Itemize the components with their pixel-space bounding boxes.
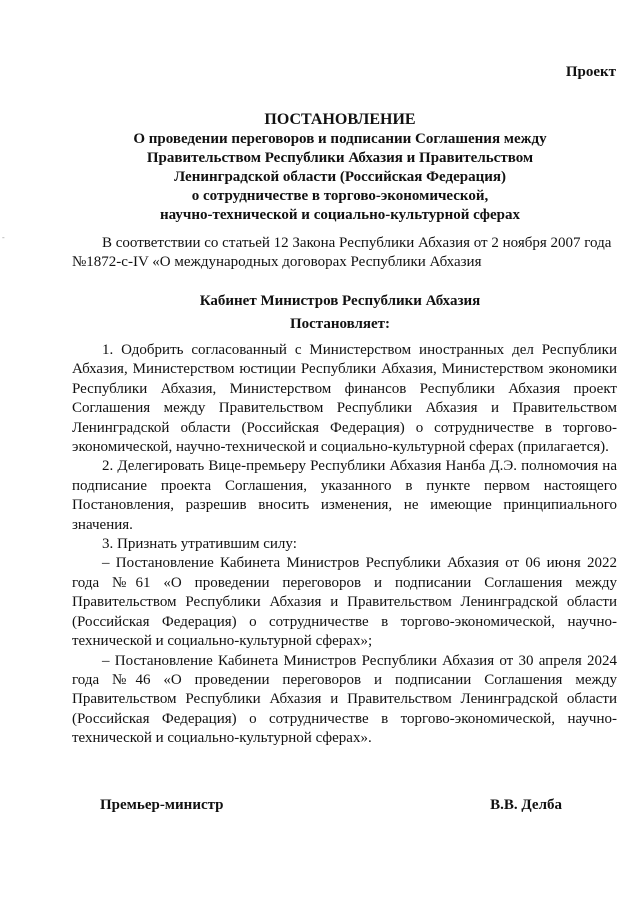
clause-3: 3. Признать утратившим силу: xyxy=(102,536,297,553)
resolves-label: Постановляет: xyxy=(289,316,391,332)
signatory-role: Премьер-министр xyxy=(100,797,224,813)
scan-artifact: - xyxy=(2,233,5,242)
title-line: Ленинградской области (Российская Федерация) xyxy=(173,169,506,185)
title-line: Правительством Республики Абхазия и Правительством xyxy=(146,150,534,166)
repealed-item-1: – Постановление Кабинета Министров Республики Абхазия от 06 июня 2022 года №61 «О проведении переговоров и подписании Соглашения между Правительством Республики Абхазия и Правительством Ленинградской области (Российская Федерация) о сотрудничестве в торгово-экономической, научно-технической и социально-культурной сферах»; xyxy=(72,555,617,650)
title-line: научно-технической и социально-культурной сферах xyxy=(160,207,520,223)
resolution-body xyxy=(72,341,617,749)
document-title xyxy=(60,110,620,225)
cabinet-block xyxy=(60,290,620,336)
repealed-item-2: – Постановление Кабинета Министров Республики Абхазия от 30 апреля 2024 года №46 «О проведении переговоров и подписании Соглашения между Правительством Республики Абхазия и Правительством Ленинградской области (Российская Федерация) о сотрудничестве в торгово-экономической, научно-технической и социально-культурной сферах». xyxy=(72,652,617,747)
signatory-name: В.В. Делба xyxy=(490,797,562,813)
cabinet-name: Кабинет Министров Республики Абхазия xyxy=(199,293,481,309)
clause-1: 1. Одобрить согласованный с Министерством иностранных дел Республики Абхазия, Министерством юстиции Республики Абхазия, Министерством экономики Республики Абхазия, Министерством финансов Республики Абхазия проект Соглашения между Правительством Республики Абхазия и Правительством Ленинградской области (Российская Федерация) о сотрудничестве в торгово-экономической, научно-технической и социально-культурной сферах (прилагается). xyxy=(72,342,617,456)
title-line: о сотрудничестве в торгово-экономической, xyxy=(191,188,489,204)
title-heading: ПОСТАНОВЛЕНИЕ xyxy=(264,111,416,128)
preamble: В соответствии со статьей 12 Закона Республики Абхазия от 2 ноября 2007 года №1872-с-IV «О международных договорах Республики Абхазия xyxy=(72,235,612,270)
draft-label: Проект xyxy=(565,64,616,80)
clause-2: 2. Делегировать Вице-премьеру Республики Абхазия Нанба Д.Э. полномочия на подписание проекта Соглашения, указанного в пункте первом настоящего Постановления, разрешив вносить изменения, не имеющие принципиального значения. xyxy=(72,458,617,533)
title-line: О проведении переговоров и подписании Соглашения между xyxy=(133,131,547,147)
